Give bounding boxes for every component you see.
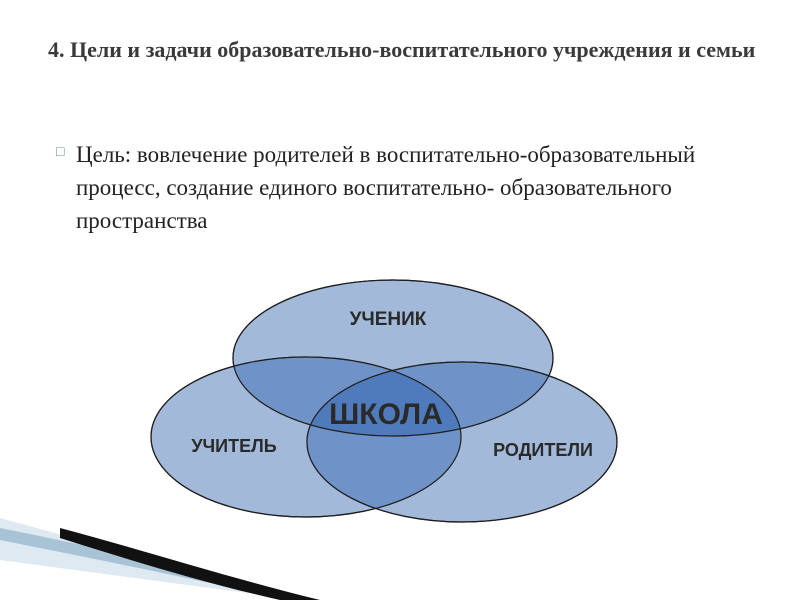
label-uchitel: УЧИТЕЛЬ — [191, 436, 277, 456]
label-shkola: ШКОЛА — [329, 398, 443, 431]
label-uchenik: УЧЕНИК — [349, 309, 427, 330]
hollow-square-bullet-icon: □ — [56, 145, 65, 160]
goal-text: Цель: вовлечение родителей в воспитательно-образовательный процесс, создание единого воспитательно- образовательного пространства — [76, 142, 696, 233]
decorative-swoosh — [0, 518, 320, 600]
slide-title: 4. Цели и задачи образовательно-воспитательного учреждения и семьи — [48, 37, 756, 62]
label-roditeli: РОДИТЕЛИ — [493, 440, 593, 460]
